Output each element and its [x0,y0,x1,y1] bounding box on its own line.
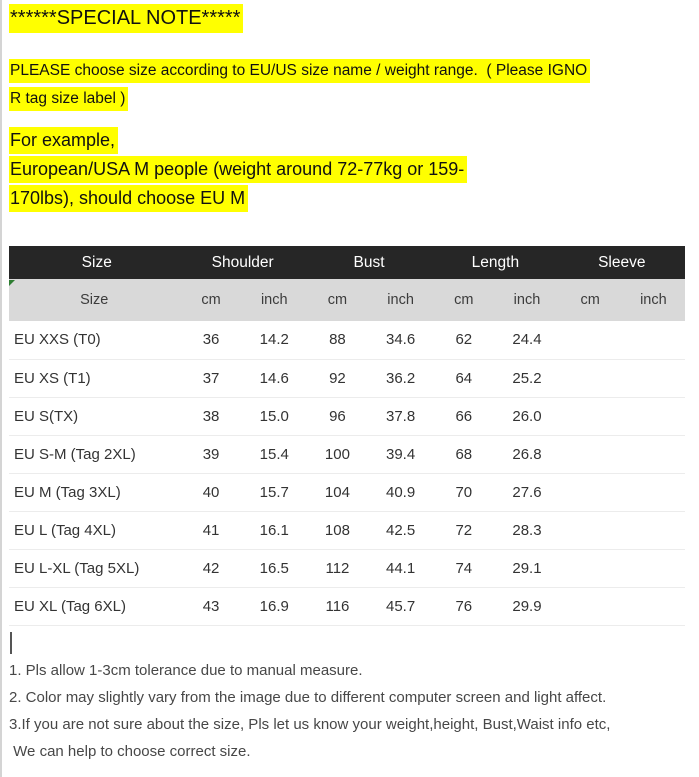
table-header-row [9,246,685,279]
table-row [9,435,685,473]
note-line: 1. Pls allow 1-3cm tolerance due to manual measure. [9,661,363,679]
measurement-cell [559,473,622,511]
paragraph-line: European/USA M people (weight around 72-77kg or 159- [9,155,693,184]
size-label-cell: EU L (Tag 4XL) [9,511,179,549]
measurement-cell: 100 [306,435,369,473]
measurement-cell: 15.0 [243,397,306,435]
measurement-cell: 104 [306,473,369,511]
measurement-cell: 14.6 [243,359,306,397]
measurement-cell [622,511,685,549]
measurement-cell [622,549,685,587]
special-note-title-text: ******SPECIAL NOTE***** [9,4,243,33]
measurement-cell: 66 [432,397,495,435]
paragraph-line: 170lbs), should choose EU M [9,184,693,213]
table-row [9,473,685,511]
paragraph-line: PLEASE choose size according to EU/US size name / weight range. ( Please IGNO [9,57,693,85]
unit-cell: inch [640,292,667,308]
note-line: 3.If you are not sure about the size, Pls let us know your weight,height, Bust,Waist info etc, [9,715,611,733]
measurement-cell [559,397,622,435]
column-group-size: Size [81,253,112,271]
measurement-cell: 29.9 [495,587,558,625]
measurement-cell: 76 [432,587,495,625]
special-note-title [9,4,693,33]
unit-cell-size: Size [9,279,179,321]
unit-cell: cm [580,292,600,308]
measurement-cell: 15.7 [243,473,306,511]
measurement-cell [559,511,622,549]
measurement-cell: 64 [432,359,495,397]
measurement-cell [622,473,685,511]
measurement-cell: 112 [306,549,369,587]
size-instruction-paragraph [9,57,693,113]
cell-corner-marker-icon [9,280,15,286]
measurement-cell: 37.8 [369,397,432,435]
measurement-cell: 24.4 [495,321,558,359]
measurement-cell: 39.4 [369,435,432,473]
measurement-cell: 14.2 [243,321,306,359]
measurement-cell: 70 [432,473,495,511]
measurement-cell: 16.9 [243,587,306,625]
measurement-cell: 36 [179,321,242,359]
measurement-cell: 62 [432,321,495,359]
size-label-cell: EU XS (T1) [9,359,179,397]
measurement-cell: 72 [432,511,495,549]
measurement-cell: 28.3 [495,511,558,549]
unit-cell: cm [454,292,474,308]
measurement-cell: 44.1 [369,549,432,587]
measurement-cell [559,321,622,359]
size-label-cell: EU XXS (T0) [9,321,179,359]
measurement-cell: 68 [432,435,495,473]
measurement-cell: 37 [179,359,242,397]
measurement-cell: 16.5 [243,549,306,587]
size-label-cell: EU XL (Tag 6XL) [9,587,179,625]
measurement-cell: 43 [179,587,242,625]
unit-cell: inch [387,292,414,308]
measurement-cell [622,587,685,625]
footer-notes [9,657,693,765]
table-row [9,321,685,359]
measurement-cell: 41 [179,511,242,549]
measurement-cell [622,321,685,359]
measurement-cell: 88 [306,321,369,359]
note-line: We can help to choose correct size. [9,742,251,760]
paragraph-line: R tag size label ) [9,85,693,113]
table-row [9,587,685,625]
measurement-cell [559,587,622,625]
measurement-cell [622,359,685,397]
size-example-paragraph [9,126,693,213]
measurement-cell [559,549,622,587]
measurement-cell [559,359,622,397]
measurement-cell: 40.9 [369,473,432,511]
size-chart-table [9,246,685,626]
unit-cell: inch [260,292,288,308]
measurement-cell: 96 [306,397,369,435]
size-label-cell: EU M (Tag 3XL) [9,473,179,511]
measurement-cell: 34.6 [369,321,432,359]
measurement-cell: 26.0 [495,397,558,435]
column-group-length: Length [471,253,520,271]
table-row [9,549,685,587]
table-row [9,397,685,435]
size-label-cell: EU L-XL (Tag 5XL) [9,549,179,587]
note-line: 2. Color may slightly vary from the image due to different computer screen and light affect. [9,688,607,706]
size-label-cell: EU S(TX) [9,397,179,435]
measurement-cell: 42 [179,549,242,587]
measurement-cell: 40 [179,473,242,511]
column-group-bust: Bust [353,253,385,271]
measurement-cell: 39 [179,435,242,473]
measurement-cell: 16.1 [243,511,306,549]
unit-cell: inch [513,292,541,308]
measurement-cell: 26.8 [495,435,558,473]
size-table-body [9,321,685,625]
measurement-cell: 27.6 [495,473,558,511]
table-row [9,511,685,549]
size-label-cell: EU S-M (Tag 2XL) [9,435,179,473]
text-cursor [10,632,12,654]
measurement-cell: 38 [179,397,242,435]
measurement-cell: 92 [306,359,369,397]
measurement-cell: 116 [306,587,369,625]
table-unit-row [9,279,685,321]
measurement-cell [622,397,685,435]
measurement-cell: 29.1 [495,549,558,587]
measurement-cell: 15.4 [243,435,306,473]
table-row [9,359,685,397]
column-group-sleeve: Sleeve [598,253,646,271]
paragraph-line: For example, [9,126,693,155]
measurement-cell: 25.2 [495,359,558,397]
measurement-cell [559,435,622,473]
column-group-shoulder: Shoulder [211,253,274,271]
measurement-cell: 36.2 [369,359,432,397]
measurement-cell: 74 [432,549,495,587]
measurement-cell [622,435,685,473]
unit-cell: cm [201,292,221,308]
measurement-cell: 45.7 [369,587,432,625]
measurement-cell: 108 [306,511,369,549]
unit-cell: cm [327,292,348,308]
measurement-cell: 42.5 [369,511,432,549]
